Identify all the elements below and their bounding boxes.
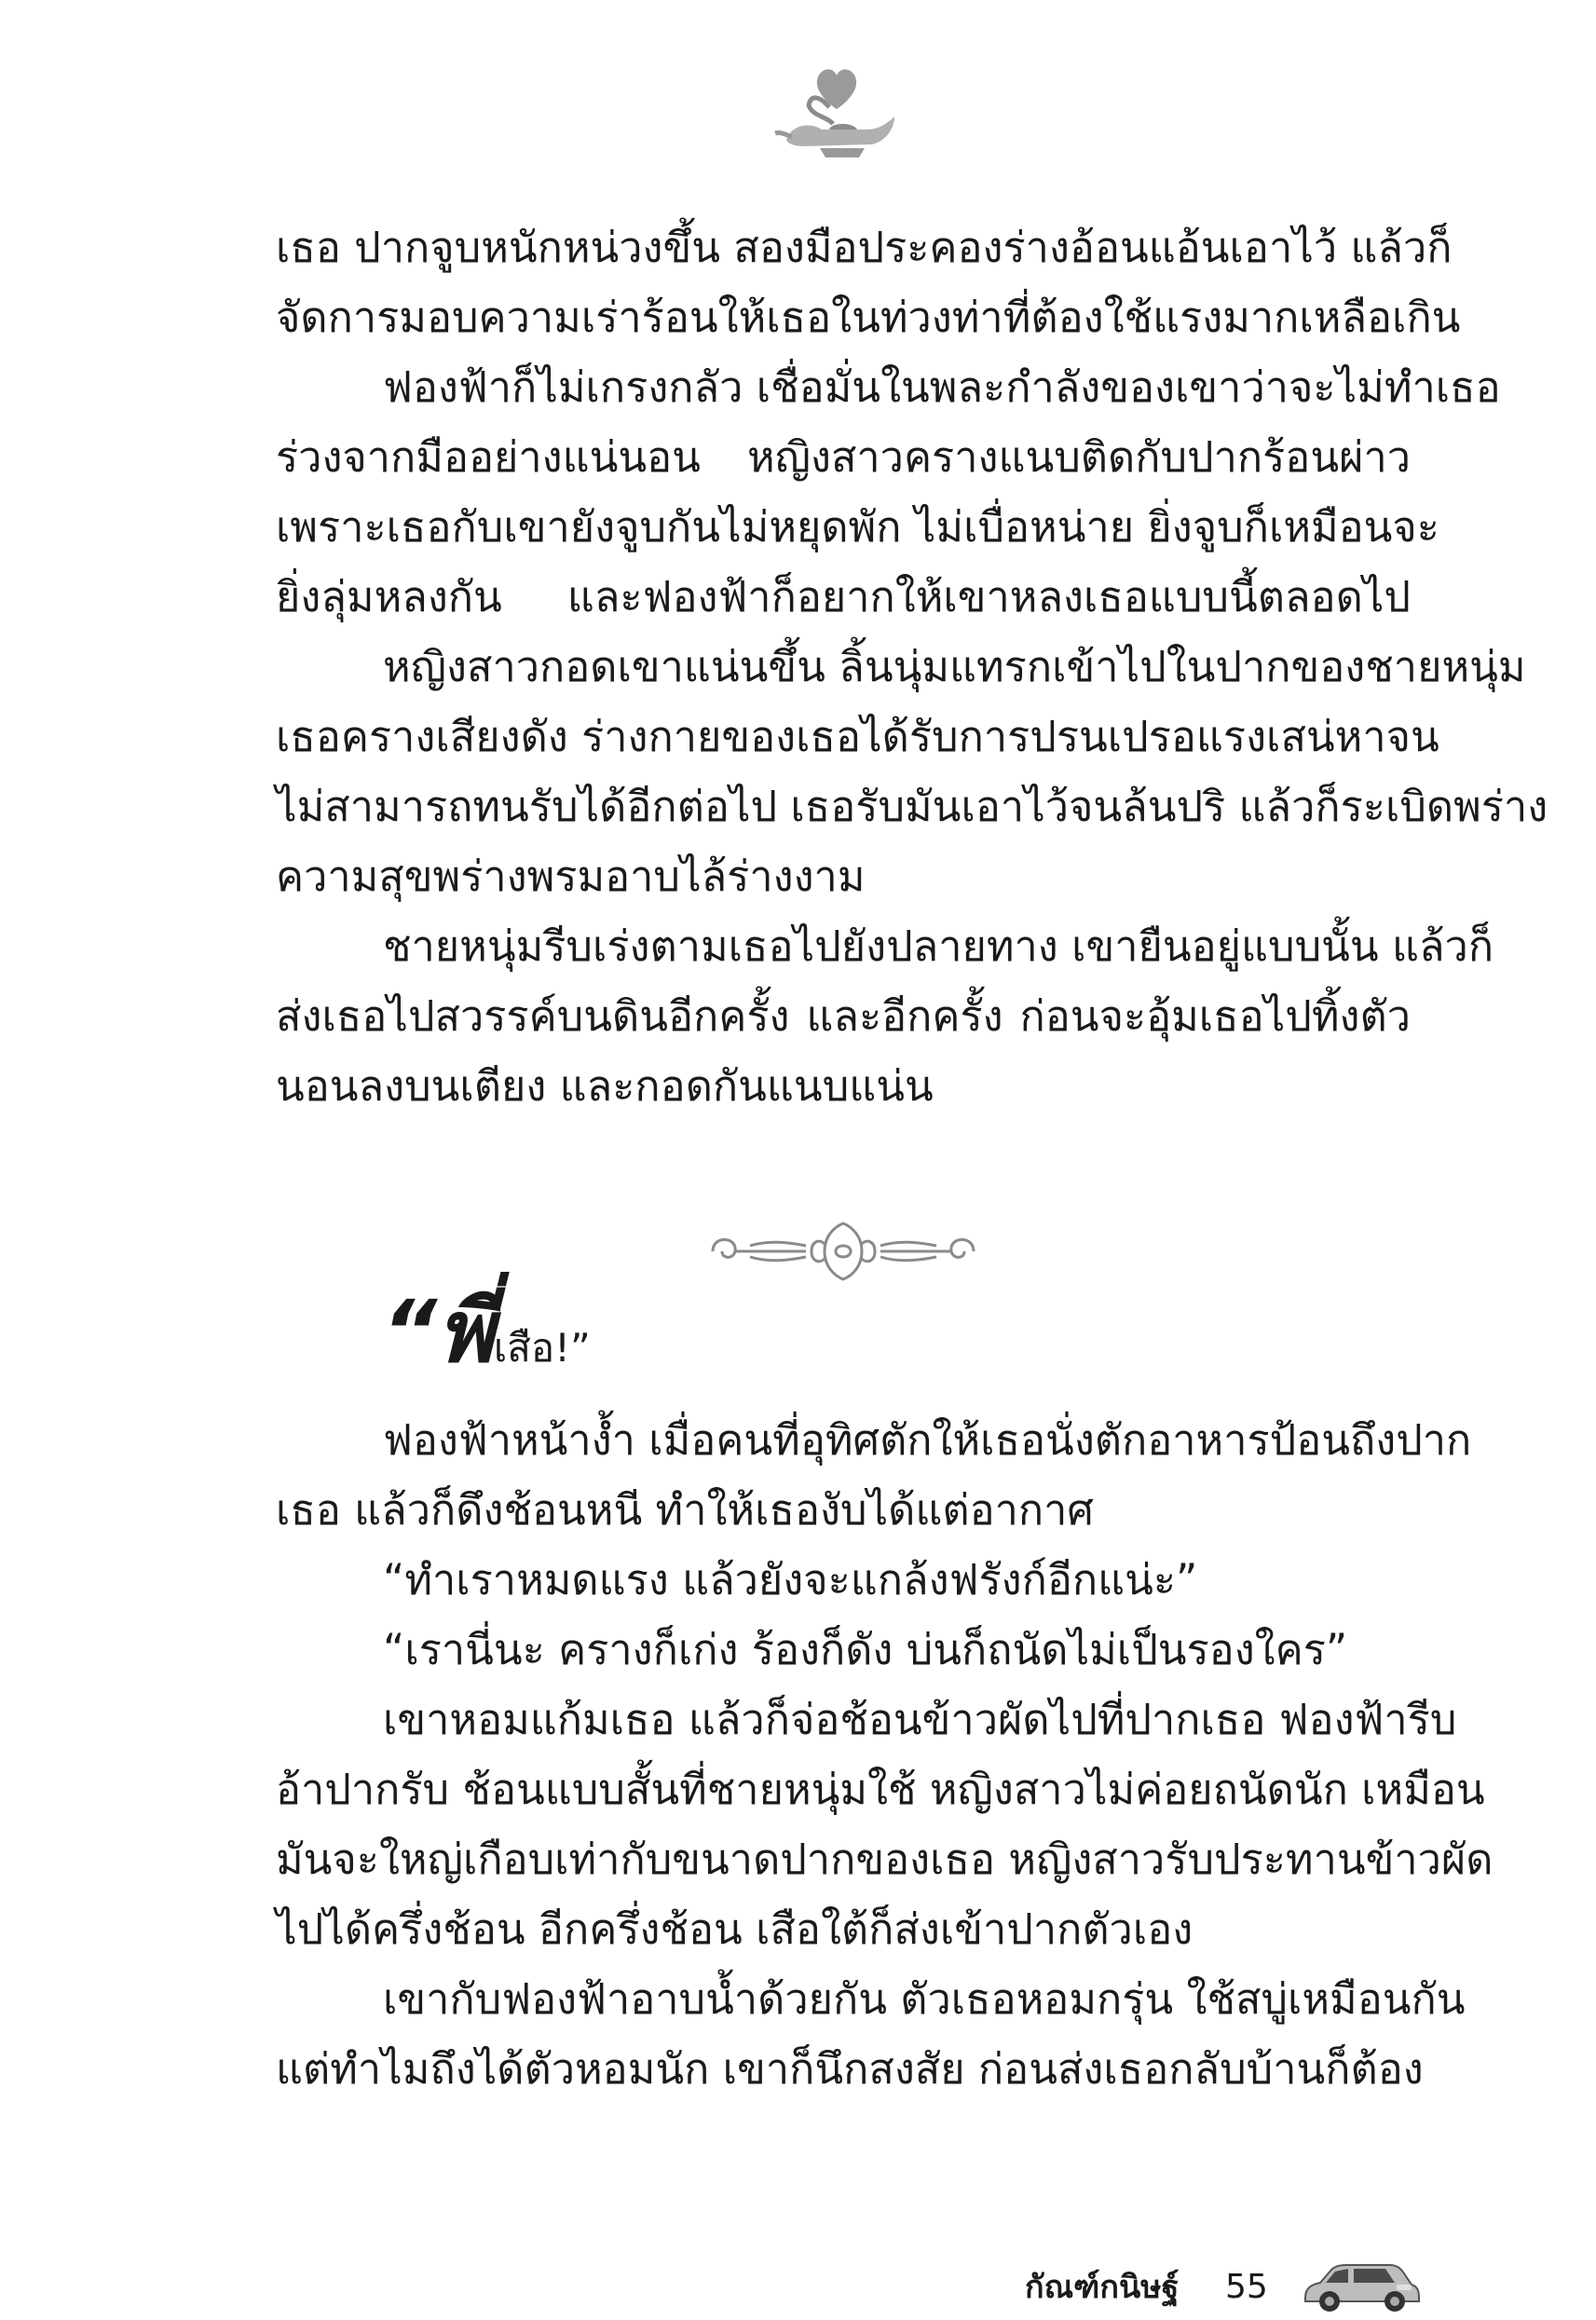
body-line: ยิ่งลุ่มหลงกัน และฟองฟ้าก็อยากให้เขาหลงเธอแบบนี้ตลอดไป [276, 572, 1411, 621]
body-text-section-1 [276, 212, 1548, 1121]
body-line: มันจะใหญ่เกือบเท่ากับขนาดปากของเธอ หญิงสาวรับประทานข้าวผัด [276, 1835, 1494, 1884]
chapter-opening-dialogue [382, 1276, 591, 1388]
body-line: เธอ แล้วก็ดึงช้อนหนี ทำให้เธองับได้แต่อากาศ [276, 1485, 1094, 1535]
body-line: จัดการมอบความเร่าร้อนให้เธอในท่วงท่าที่ต้องใช้แรงมากเหลือเกิน [276, 293, 1461, 342]
author-name: กัณฑ์กนิษฐ์ [1025, 2269, 1180, 2306]
body-line: อ้าปากรับ ช้อนแบบสั้นที่ชายหนุ่มใช้ หญิงสาวไม่ค่อยถนัดนัก เหมือน [276, 1765, 1485, 1814]
body-line: เธอครางเสียงดัง ร่างกายของเธอได้รับการปรนเปรอแรงเสน่หาจน [276, 712, 1439, 761]
body-line: ความสุขพร่างพรมอาบไล้ร่างงาม [276, 852, 866, 901]
dialogue-line: “ทำเราหมดแรง แล้วยังจะแกล้งฟรังก์อีกแน่ะ” [383, 1555, 1198, 1604]
car-icon [1300, 2260, 1421, 2314]
body-line: ส่งเธอไปสวรรค์บนดินอีกครั้ง และอีกครั้ง ก่อนจะอุ้มเธอไปทิ้งตัว [276, 991, 1411, 1041]
body-line: ไปได้ครึ่งช้อน อีกครึ่งช้อน เสือใต้ก็ส่งเข้าปากตัวเอง [276, 1904, 1194, 1954]
scroll-divider-icon [694, 1216, 992, 1286]
body-line: เธอ ปากจูบหนักหน่วงขึ้น สองมือประคองร่างอ้อนแอ้นเอาไว้ แล้วก็ [276, 223, 1453, 272]
body-line: ฟองฟ้าหน้างํ้า เมื่อคนที่อุทิศตักให้เธอนั่งตักอาหารป้อนถึงปาก [383, 1415, 1472, 1465]
body-line: ฟองฟ้าก็ไม่เกรงกลัว เชื่อมั่นในพละกำลังของเขาว่าจะไม่ทำเธอ [383, 362, 1501, 412]
body-text-section-2 [276, 1405, 1494, 2104]
body-line: ร่วงจากมืออย่างแน่นอน หญิงสาวครางแนบติดกับปากร้อนผ่าว [276, 432, 1411, 482]
body-line: หญิงสาวกอดเขาแน่นขึ้น ลิ้นนุ่มแทรกเข้าไปในปากของชายหนุ่ม [383, 642, 1526, 691]
body-line: แต่ทำไมถึงได้ตัวหอมนัก เขาก็นึกสงสัย ก่อนส่งเธอกลับบ้านก็ต้อง [276, 2044, 1424, 2094]
drop-cap-word: “พี่ [382, 1282, 494, 1382]
body-line: เขาหอมแก้มเธอ แล้วก็จ่อช้อนข้าวผัดไปที่ปากเธอ ฟองฟ้ารีบ [383, 1695, 1457, 1744]
page-footer [1025, 2255, 1435, 2320]
page-number: 55 [1225, 2268, 1268, 2306]
opening-word-rest: เสือ!” [493, 1325, 591, 1371]
body-line: ชายหนุ่มรีบเร่งตามเธอไปยังปลายทาง เขายืนอยู่แบบนั้น แล้วก็ [383, 921, 1494, 971]
genie-lamp-icon [764, 51, 904, 163]
body-line: ไม่สามารถทนรับได้อีกต่อไป เธอรับมันเอาไว้จนล้นปริ แล้วก็ระเบิดพร่าง [276, 782, 1548, 831]
body-line: เพราะเธอกับเขายังจูบกันไม่หยุดพัก ไม่เบื่อหน่าย ยิ่งจูบก็เหมือนจะ [276, 502, 1439, 552]
dialogue-line: “เรานี่นะ ครางก็เก่ง ร้องก็ดัง บ่นก็ถนัดไม่เป็นรองใคร” [383, 1625, 1348, 1674]
body-line: เขากับฟองฟ้าอาบน้ำด้วยกัน ตัวเธอหอมกรุ่น ใช้สบู่เหมือนกัน [383, 1974, 1466, 2024]
body-line: นอนลงบนเตียง และกอดกันแนบแน่น [276, 1061, 934, 1111]
